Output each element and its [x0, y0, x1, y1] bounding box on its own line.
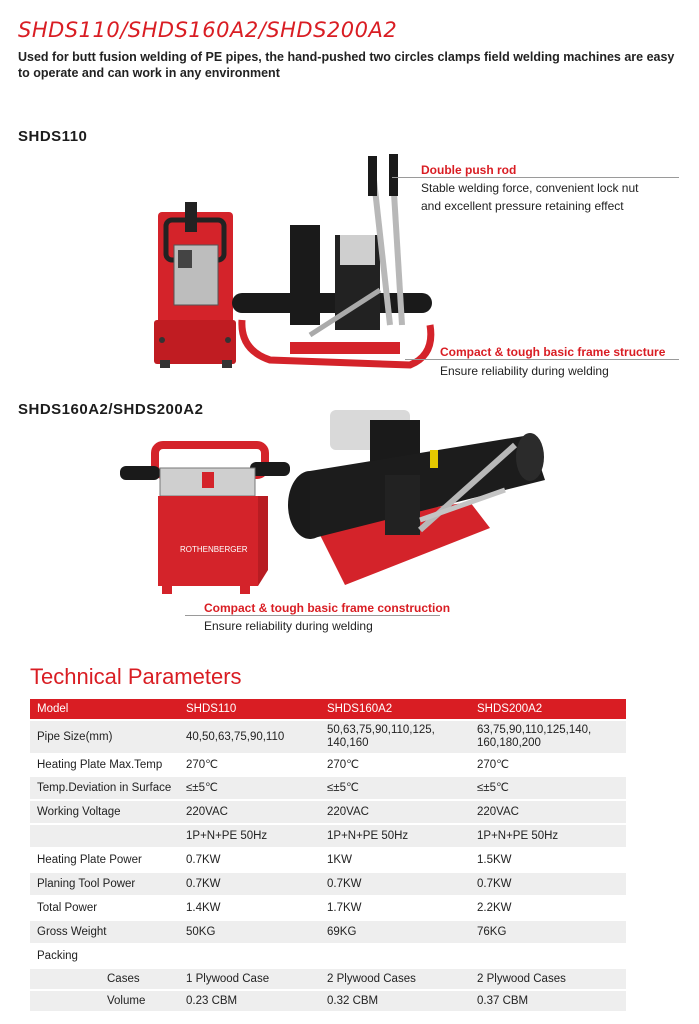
table-cell: 1.4KW [186, 901, 221, 914]
table-cell: 0.7KW [471, 873, 626, 895]
table-cell: 76KG [471, 921, 626, 943]
note-title-frame-construction: Compact & tough basic frame construction [204, 601, 451, 615]
row-label: Total Power [37, 901, 98, 914]
table-cell: 1P+N+PE 50Hz [180, 825, 321, 847]
table-cell: 220VAC [180, 801, 321, 823]
tech-params-title: Technical Parameters [30, 664, 242, 689]
row-label: Temp.Deviation in Surface [30, 777, 180, 799]
table-cell: 270℃ [477, 758, 510, 771]
table-cell: 270℃ [327, 758, 360, 771]
row-label: Cases [30, 969, 180, 989]
note-text-line: Stable welding force, convenient lock nut [421, 181, 639, 195]
note-divider [392, 177, 679, 178]
table-cell: 1.7KW [327, 901, 362, 914]
table-cell: 0.23 CBM [180, 991, 321, 1011]
table-row [30, 801, 626, 823]
table-cell: 2.2KW [477, 901, 512, 914]
welding-frame-illustration [288, 410, 545, 585]
table-cell: 1P+N+PE 50Hz [471, 825, 626, 847]
note-divider [405, 359, 679, 360]
table-cell: 0.7KW [180, 873, 321, 895]
column-header: SHDS110 [180, 699, 321, 719]
note-title-double-push-rod: Double push rod [421, 163, 517, 177]
table-cell: ≤±5℃ [321, 777, 471, 799]
table-cell: 40,50,63,75,90,110 [180, 721, 321, 753]
table-cell: 0.32 CBM [321, 991, 471, 1011]
tech-params-table [30, 697, 626, 1013]
column-header: SHDS200A2 [471, 699, 626, 719]
table-header-row [30, 699, 626, 719]
table-cell: 0.7KW [321, 873, 471, 895]
row-label: Planing Tool Power [30, 873, 180, 895]
column-header: SHDS160A2 [321, 699, 471, 719]
welding-frame-illustration [232, 154, 432, 365]
table-cell [180, 945, 321, 967]
table-row [30, 921, 626, 943]
model-heading-shds110: SHDS110 [18, 128, 88, 145]
model-heading-shds160a2-shds200a2: SHDS160A2/SHDS200A2 [18, 401, 204, 418]
table-cell: 270℃ [186, 758, 219, 771]
table-cell: 2 Plywood Cases [471, 969, 626, 989]
column-header: Model [30, 699, 180, 719]
table-cell: 1P+N+PE 50Hz [321, 825, 471, 847]
table-cell: 63,75,90,110,125,140, 160,180,200 [471, 721, 626, 753]
table-cell: 1KW [327, 853, 352, 866]
shds110-machine-image [140, 150, 440, 375]
heater-stand-illustration [154, 202, 236, 368]
table-cell: ≤±5℃ [471, 777, 626, 799]
row-label: Pipe Size(mm) [30, 721, 180, 753]
table-cell: 220VAC [471, 801, 626, 823]
table-row [30, 969, 626, 989]
table-row [30, 721, 626, 753]
table-row [30, 777, 626, 799]
row-label: Packing [37, 949, 78, 962]
table-row [30, 873, 626, 895]
intro-text: Used for butt fusion welding of PE pipes, the hand-pushed two circles clamps field welding machines are easy to operate and can work in any environment [18, 50, 675, 80]
table-cell: 0.37 CBM [471, 991, 626, 1011]
table-cell: 2 Plywood Cases [321, 969, 471, 989]
row-label: Volume [30, 991, 180, 1011]
table-cell: 50,63,75,90,110,125, 140,160 [321, 721, 471, 753]
note-divider [185, 615, 440, 616]
heater-stand-illustration [120, 445, 290, 594]
note-text-line: and excellent pressure retaining effect [421, 199, 624, 213]
table-cell: 69KG [321, 921, 471, 943]
note-text-line: Ensure reliability during welding [204, 619, 373, 633]
table-cell [321, 945, 471, 967]
note-title-frame-structure: Compact & tough basic frame structure [440, 345, 666, 359]
table-row [30, 755, 626, 775]
row-label: Gross Weight [30, 921, 180, 943]
table-cell: 1 Plywood Case [180, 969, 321, 989]
table-cell: 50KG [180, 921, 321, 943]
table-row [30, 849, 626, 871]
table-row [30, 825, 626, 847]
table-row [30, 991, 626, 1011]
shds160a2-machine-image [120, 410, 560, 610]
brand-label: ROTHENBERGER [180, 545, 248, 554]
table-cell: 220VAC [321, 801, 471, 823]
row-label: Heating Plate Max.Temp [37, 758, 163, 771]
row-label [30, 825, 180, 847]
note-text-line: Ensure reliability during welding [440, 364, 609, 378]
table-cell [471, 945, 626, 967]
table-cell: 0.7KW [186, 853, 221, 866]
table-row [30, 945, 626, 967]
row-label: Heating Plate Power [37, 853, 142, 866]
table-cell: 1.5KW [477, 853, 512, 866]
table-cell: ≤±5℃ [180, 777, 321, 799]
page-title: SHDS110/SHDS160A2/SHDS200A2 [18, 18, 398, 42]
table-row [30, 897, 626, 919]
row-label: Working Voltage [30, 801, 180, 823]
